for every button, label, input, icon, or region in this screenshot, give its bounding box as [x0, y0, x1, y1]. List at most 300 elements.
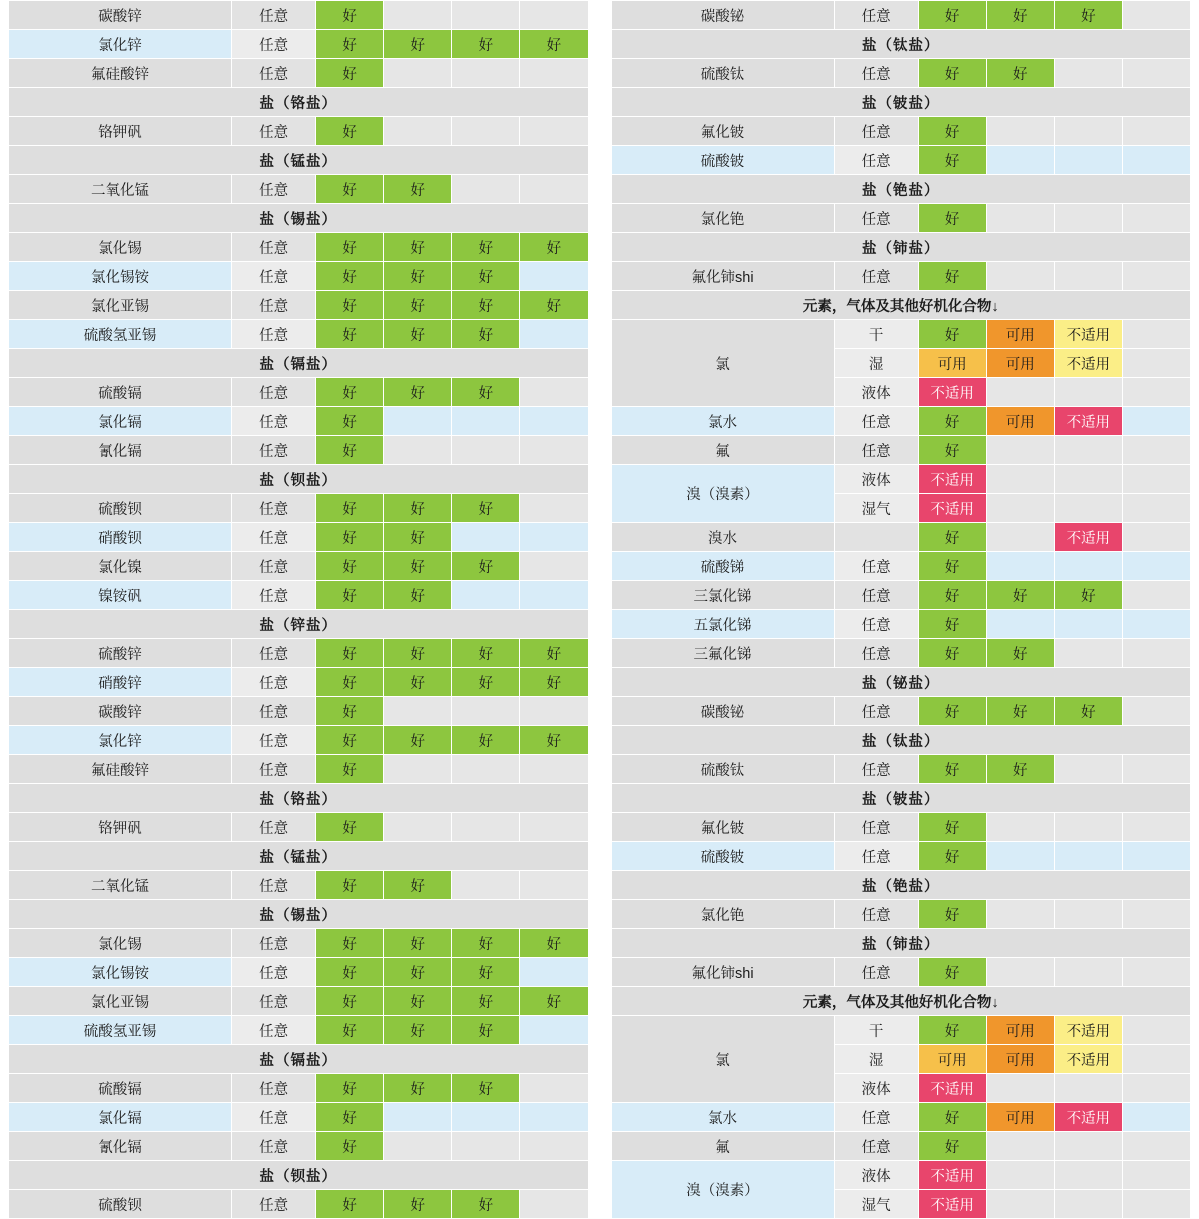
table-row: [9, 697, 589, 726]
rating-empty: [384, 1, 452, 30]
table-row: [9, 436, 589, 465]
rating-good: 好: [918, 639, 986, 668]
rating-empty: [384, 59, 452, 88]
condition-cell: 任意: [834, 842, 918, 871]
table-row: [9, 30, 589, 59]
rating-good: 好: [316, 581, 384, 610]
table-row: [9, 117, 589, 146]
rating-empty: [1122, 1074, 1190, 1103]
rating-good: 好: [452, 958, 520, 987]
condition-cell: 任意: [232, 1190, 316, 1219]
rating-empty: [986, 813, 1054, 842]
condition-cell: 任意: [232, 407, 316, 436]
rating-empty: [520, 581, 588, 610]
substance-name: 氯化锡铵: [9, 958, 232, 987]
table-row: [9, 813, 589, 842]
substance-name: 铬钾矾: [9, 117, 232, 146]
rating-unfit: 不适用: [1054, 1045, 1122, 1074]
rating-empty: [520, 494, 588, 523]
condition-cell: 任意: [232, 958, 316, 987]
rating-usable: 可用: [986, 1016, 1054, 1045]
table-row: [611, 639, 1191, 668]
rating-good: 好: [316, 436, 384, 465]
rating-good: 好: [986, 59, 1054, 88]
substance-name: 氟: [611, 436, 834, 465]
table-row: [9, 958, 589, 987]
rating-empty: [520, 871, 588, 900]
table-row: [9, 175, 589, 204]
rating-usable: 可用: [986, 1103, 1054, 1132]
condition-cell: 任意: [232, 320, 316, 349]
rating-empty: [1054, 378, 1122, 407]
rating-good: 好: [520, 726, 588, 755]
table-row: [9, 552, 589, 581]
group-label: 盐（铍盐）: [611, 88, 1191, 117]
rating-good: 好: [384, 378, 452, 407]
rating-empty: [1122, 1016, 1190, 1045]
condition-cell: 任意: [834, 407, 918, 436]
substance-name: 氯水: [611, 407, 834, 436]
substance-name: 硫酸铍: [611, 842, 834, 871]
rating-empty: [520, 378, 588, 407]
rating-good: 好: [316, 407, 384, 436]
rating-empty: [1054, 1074, 1122, 1103]
rating-empty: [1054, 958, 1122, 987]
rating-empty: [1122, 581, 1190, 610]
substance-name: 碳酸铋: [611, 1, 834, 30]
condition-cell: 任意: [834, 1103, 918, 1132]
rating-empty: [384, 755, 452, 784]
table-row: [611, 1103, 1191, 1132]
rating-good: 好: [316, 639, 384, 668]
group-label: 盐（锰盐）: [9, 146, 589, 175]
rating-empty: [1122, 59, 1190, 88]
rating-usable: 可用: [986, 1045, 1054, 1074]
substance-name: 硫酸氢亚锡: [9, 320, 232, 349]
table-row: [611, 320, 1191, 349]
rating-good: 好: [316, 523, 384, 552]
rating-empty: [520, 1074, 588, 1103]
condition-cell: 任意: [232, 639, 316, 668]
rating-good: 好: [918, 59, 986, 88]
table-row: [9, 755, 589, 784]
table-row: [9, 1, 589, 30]
rating-empty: [1122, 1161, 1190, 1190]
group-label: 盐（镉盐）: [9, 1045, 589, 1074]
rating-empty: [1122, 349, 1190, 378]
substance-name: 溴（溴素）: [611, 465, 834, 523]
condition-cell: 任意: [834, 697, 918, 726]
rating-empty: [1122, 610, 1190, 639]
rating-good: 好: [316, 1190, 384, 1219]
condition-cell: 液体: [834, 1161, 918, 1190]
rating-empty: [452, 871, 520, 900]
rating-empty: [1054, 813, 1122, 842]
rating-empty: [520, 1016, 588, 1045]
table-row: [9, 59, 589, 88]
rating-good: 好: [918, 204, 986, 233]
rating-good: 好: [384, 552, 452, 581]
table-row: [9, 291, 589, 320]
rating-empty: [1122, 378, 1190, 407]
rating-good: 好: [918, 610, 986, 639]
rating-empty: [384, 1132, 452, 1161]
rating-empty: [384, 1103, 452, 1132]
rating-good: 好: [384, 639, 452, 668]
rating-good: 好: [986, 1, 1054, 30]
rating-good: 好: [384, 30, 452, 59]
substance-name: 氯化亚锡: [9, 291, 232, 320]
rating-good: 好: [452, 929, 520, 958]
table-row: [611, 117, 1191, 146]
substance-name: 硫酸钛: [611, 59, 834, 88]
rating-empty: [452, 117, 520, 146]
group-header-row: [611, 233, 1191, 262]
rating-empty: [1054, 436, 1122, 465]
rating-good: 好: [520, 668, 588, 697]
rating-empty: [1054, 900, 1122, 929]
rating-good: 好: [316, 30, 384, 59]
table-row: [9, 639, 589, 668]
substance-name: 硝酸锌: [9, 668, 232, 697]
table-row: [9, 523, 589, 552]
rating-empty: [1122, 1103, 1190, 1132]
condition-cell: 任意: [232, 262, 316, 291]
rating-empty: [986, 465, 1054, 494]
table-row: [611, 755, 1191, 784]
rating-unfit: 不适用: [1054, 523, 1122, 552]
rating-empty: [986, 1161, 1054, 1190]
rating-empty: [1054, 117, 1122, 146]
condition-cell: 任意: [834, 813, 918, 842]
section-label: 元素，气体及其他好机化合物↓: [611, 987, 1191, 1016]
condition-cell: 任意: [834, 146, 918, 175]
table-row: [9, 233, 589, 262]
condition-cell: 任意: [834, 639, 918, 668]
rating-usable: 可用: [986, 349, 1054, 378]
group-header-row: [9, 349, 589, 378]
condition-cell: 任意: [232, 1103, 316, 1132]
rating-empty: [1122, 262, 1190, 291]
rating-good: 好: [918, 1016, 986, 1045]
condition-cell: 任意: [232, 233, 316, 262]
substance-name: 硝酸钡: [9, 523, 232, 552]
group-label: 盐（钛盐）: [611, 726, 1191, 755]
condition-cell: 任意: [834, 262, 918, 291]
condition-cell: 任意: [232, 1, 316, 30]
group-header-row: [9, 610, 589, 639]
condition-cell: 任意: [232, 552, 316, 581]
rating-empty: [1054, 262, 1122, 291]
group-header-row: [9, 146, 589, 175]
rating-good: 好: [384, 987, 452, 1016]
group-label: 盐（铬盐）: [9, 784, 589, 813]
rating-good: 好: [384, 233, 452, 262]
rating-unfit: 不适用: [918, 465, 986, 494]
substance-name: 氰化镉: [9, 436, 232, 465]
rating-good: 好: [316, 1, 384, 30]
group-header-row: [611, 668, 1191, 697]
rating-good: 好: [452, 726, 520, 755]
rating-empty: [384, 407, 452, 436]
substance-name: 铬钾矾: [9, 813, 232, 842]
table-row: [611, 610, 1191, 639]
rating-good: 好: [384, 1016, 452, 1045]
rating-good: 好: [918, 755, 986, 784]
condition-cell: 任意: [232, 697, 316, 726]
rating-empty: [1122, 1132, 1190, 1161]
condition-cell: 任意: [232, 436, 316, 465]
rating-empty: [520, 117, 588, 146]
table-row: [611, 1132, 1191, 1161]
condition-cell: 湿气: [834, 494, 918, 523]
rating-good: 好: [316, 320, 384, 349]
table-row: [611, 436, 1191, 465]
substance-name: 氟硅酸锌: [9, 755, 232, 784]
substance-name: 硫酸氢亚锡: [9, 1016, 232, 1045]
condition-cell: 任意: [834, 900, 918, 929]
condition-cell: 任意: [834, 552, 918, 581]
rating-good: 好: [986, 755, 1054, 784]
right-column: [611, 0, 1192, 1219]
rating-empty: [986, 1132, 1054, 1161]
substance-name: 硫酸锌: [9, 639, 232, 668]
rating-good: 好: [986, 581, 1054, 610]
table-row: [9, 1103, 589, 1132]
substance-name: 氯化锌: [9, 726, 232, 755]
rating-empty: [384, 436, 452, 465]
rating-empty: [452, 436, 520, 465]
condition-cell: 任意: [834, 755, 918, 784]
condition-cell: 液体: [834, 465, 918, 494]
substance-name: 氯: [611, 1016, 834, 1103]
rating-empty: [1054, 465, 1122, 494]
rating-good: 好: [1054, 697, 1122, 726]
condition-cell: 液体: [834, 378, 918, 407]
rating-empty: [1122, 697, 1190, 726]
rating-empty: [452, 407, 520, 436]
rating-usable: 可用: [986, 320, 1054, 349]
rating-empty: [1054, 1190, 1122, 1219]
group-header-row: [9, 900, 589, 929]
rating-good: 好: [316, 175, 384, 204]
condition-cell: 任意: [232, 755, 316, 784]
section-header-row: [611, 987, 1191, 1016]
rating-empty: [520, 552, 588, 581]
table-row: [611, 465, 1191, 494]
table-row: [611, 59, 1191, 88]
rating-usable: 可用: [918, 1045, 986, 1074]
group-label: 盐（铬盐）: [9, 88, 589, 117]
condition-cell: 任意: [232, 523, 316, 552]
condition-cell: 任意: [232, 1016, 316, 1045]
rating-empty: [452, 1103, 520, 1132]
rating-good: 好: [452, 987, 520, 1016]
rating-empty: [520, 262, 588, 291]
rating-empty: [520, 523, 588, 552]
rating-unfit: 不适用: [1054, 349, 1122, 378]
table-row: [611, 581, 1191, 610]
group-label: 盐（锡盐）: [9, 204, 589, 233]
table-row: [611, 842, 1191, 871]
group-header-row: [9, 1161, 589, 1190]
table-row: [9, 407, 589, 436]
rating-good: 好: [452, 378, 520, 407]
substance-name: 三氯化锑: [611, 581, 834, 610]
rating-good: 好: [316, 1016, 384, 1045]
rating-empty: [1122, 465, 1190, 494]
rating-good: 好: [986, 697, 1054, 726]
rating-empty: [986, 610, 1054, 639]
group-label: 盐（铈盐）: [611, 233, 1191, 262]
table-row: [9, 1190, 589, 1219]
table-row: [9, 929, 589, 958]
group-header-row: [611, 175, 1191, 204]
rating-empty: [520, 1, 588, 30]
rating-empty: [1054, 755, 1122, 784]
rating-empty: [520, 175, 588, 204]
group-label: 盐（铯盐）: [611, 871, 1191, 900]
rating-unfit: 不适用: [918, 1161, 986, 1190]
substance-name: 溴水: [611, 523, 834, 552]
rating-good: 好: [918, 552, 986, 581]
rating-good: 好: [384, 523, 452, 552]
rating-good: 好: [316, 668, 384, 697]
condition-cell: 任意: [232, 726, 316, 755]
group-label: 盐（锰盐）: [9, 842, 589, 871]
left-column: [8, 0, 589, 1219]
rating-empty: [1122, 523, 1190, 552]
table-row: [9, 726, 589, 755]
rating-unfit: 不适用: [918, 378, 986, 407]
rating-empty: [986, 842, 1054, 871]
rating-good: 好: [918, 958, 986, 987]
table-row: [9, 668, 589, 697]
substance-name: 氟化铍: [611, 813, 834, 842]
group-header-row: [9, 1045, 589, 1074]
table-row: [9, 1132, 589, 1161]
table-row: [611, 552, 1191, 581]
table-row: [9, 1016, 589, 1045]
rating-empty: [1122, 494, 1190, 523]
compatibility-table-right: [611, 0, 1192, 1219]
condition-cell: 任意: [834, 581, 918, 610]
condition-cell: 任意: [232, 581, 316, 610]
rating-empty: [1122, 407, 1190, 436]
rating-empty: [986, 204, 1054, 233]
group-header-row: [611, 726, 1191, 755]
section-label: 元素，气体及其他好机化合物↓: [611, 291, 1191, 320]
substance-name: 氟硅酸锌: [9, 59, 232, 88]
table-row: [611, 900, 1191, 929]
group-header-row: [611, 929, 1191, 958]
rating-empty: [520, 697, 588, 726]
table-row: [9, 494, 589, 523]
condition-cell: 湿: [834, 1045, 918, 1074]
substance-name: 硫酸钛: [611, 755, 834, 784]
table-row: [9, 378, 589, 407]
table-row: [611, 958, 1191, 987]
rating-good: 好: [918, 117, 986, 146]
rating-good: 好: [384, 871, 452, 900]
group-label: 盐（铍盐）: [611, 784, 1191, 813]
group-header-row: [9, 204, 589, 233]
rating-usable: 可用: [918, 349, 986, 378]
rating-empty: [452, 59, 520, 88]
rating-good: 好: [918, 436, 986, 465]
rating-empty: [1122, 204, 1190, 233]
rating-good: 好: [384, 1190, 452, 1219]
rating-good: 好: [384, 291, 452, 320]
condition-cell: 任意: [834, 59, 918, 88]
rating-good: 好: [316, 1132, 384, 1161]
rating-good: 好: [316, 726, 384, 755]
rating-unfit: 不适用: [1054, 407, 1122, 436]
group-header-row: [9, 784, 589, 813]
rating-good: 好: [316, 494, 384, 523]
rating-empty: [986, 378, 1054, 407]
rating-empty: [384, 697, 452, 726]
condition-cell: 任意: [834, 1, 918, 30]
group-label: 盐（铈盐）: [611, 929, 1191, 958]
rating-good: 好: [452, 262, 520, 291]
rating-unfit: 不适用: [918, 1190, 986, 1219]
group-label: 盐（锌盐）: [9, 610, 589, 639]
substance-name: 溴（溴素）: [611, 1161, 834, 1219]
rating-good: 好: [316, 697, 384, 726]
condition-cell: 任意: [232, 494, 316, 523]
rating-good: 好: [316, 233, 384, 262]
condition-cell: 任意: [232, 378, 316, 407]
group-header-row: [611, 30, 1191, 59]
condition-cell: 任意: [232, 117, 316, 146]
table-row: [611, 1016, 1191, 1045]
rating-empty: [520, 436, 588, 465]
rating-good: 好: [452, 552, 520, 581]
rating-empty: [986, 1074, 1054, 1103]
rating-empty: [452, 697, 520, 726]
group-header-row: [9, 465, 589, 494]
condition-cell: 任意: [232, 291, 316, 320]
rating-empty: [1054, 494, 1122, 523]
table-row: [611, 204, 1191, 233]
substance-name: 氟化铈shi: [611, 958, 834, 987]
rating-good: 好: [384, 929, 452, 958]
condition-cell: 任意: [834, 436, 918, 465]
substance-name: 硫酸镉: [9, 378, 232, 407]
condition-cell: [834, 523, 918, 552]
table-row: [611, 146, 1191, 175]
rating-empty: [986, 1190, 1054, 1219]
rating-empty: [1122, 842, 1190, 871]
rating-good: 好: [316, 552, 384, 581]
condition-cell: 液体: [834, 1074, 918, 1103]
rating-empty: [1122, 1, 1190, 30]
rating-empty: [1122, 552, 1190, 581]
rating-empty: [384, 813, 452, 842]
condition-cell: 任意: [232, 1074, 316, 1103]
rating-good: 好: [918, 523, 986, 552]
rating-empty: [452, 813, 520, 842]
rating-good: 好: [384, 726, 452, 755]
group-header-row: [611, 88, 1191, 117]
rating-empty: [1122, 639, 1190, 668]
condition-cell: 任意: [232, 30, 316, 59]
rating-good: 好: [316, 262, 384, 291]
group-label: 盐（铋盐）: [611, 668, 1191, 697]
rating-good: 好: [1054, 581, 1122, 610]
group-label: 盐（镉盐）: [9, 349, 589, 378]
